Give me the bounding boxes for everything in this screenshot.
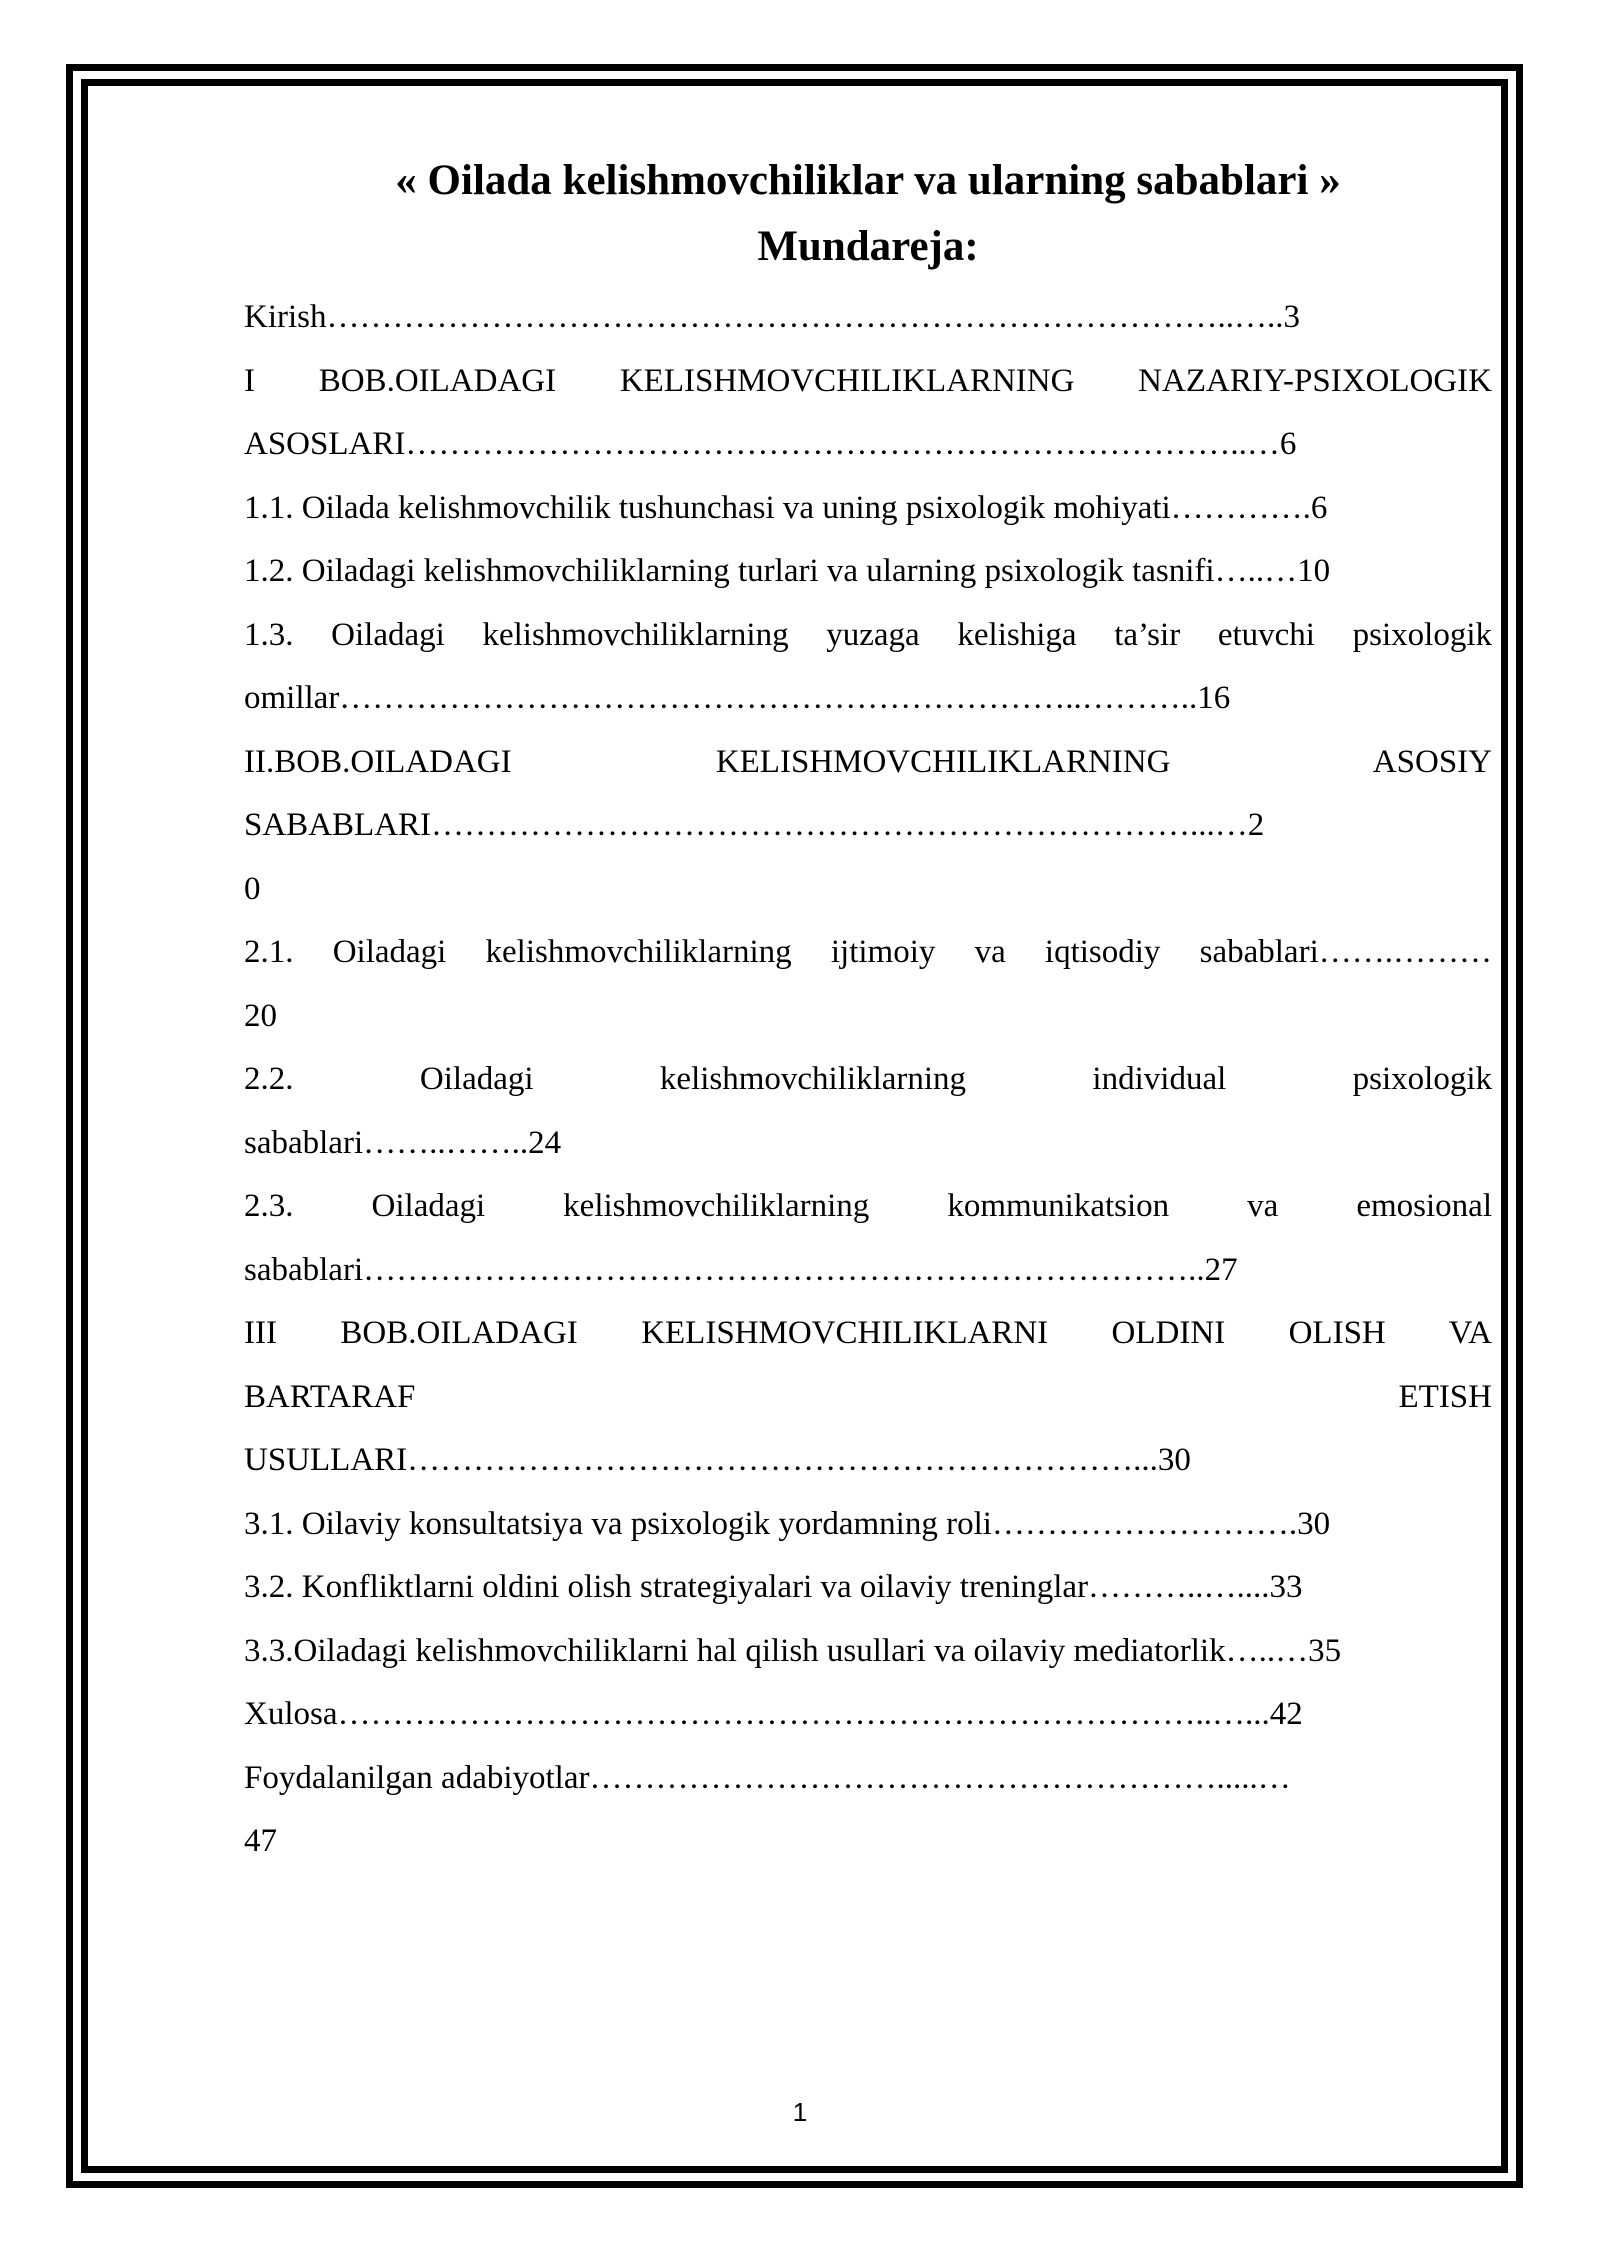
toc-line: 3.1. Oilaviy konsultatsiya va psixologik yordamning roli……………………….30 xyxy=(244,1505,1331,1542)
toc-line: 2.3. Oiladagi kelishmovchiliklarning kommunikatsion va emosional xyxy=(244,1188,1492,1224)
toc-line: 2.1. Oiladagi kelishmovchiliklarning ijtimoiy va iqtisodiy sabablari…….……… xyxy=(244,934,1492,970)
toc-line: II.BOB.OILADAGI KELISHMOVCHILIKLARNING ASOSIY xyxy=(244,743,1492,780)
toc-line: Kirish………………………………………………………………………..…..3 xyxy=(244,299,1300,335)
toc-line: 1.2. Oiladagi kelishmovchiliklarning turlari va ularning psixologik tasnifi…..…10 xyxy=(244,553,1331,589)
toc-line: 47 xyxy=(244,1823,277,1859)
document-title: « Oilada kelishmovchiliklar va ularning sabablari » xyxy=(395,157,1341,204)
toc-line: sabablari…………………………………………………………………..27 xyxy=(244,1251,1238,1288)
document-body xyxy=(244,148,1492,1874)
toc-line: omillar…………………………………………………………..………..16 xyxy=(244,680,1231,716)
toc-line: 2.2. Oiladagi kelishmovchiliklarning individual psixologik xyxy=(244,1061,1492,1097)
toc-line: BARTARAF ETISH xyxy=(244,1378,1492,1415)
contents-heading: Mundareja: xyxy=(757,223,979,270)
toc-line: USULLARI…………………………………………………………...30 xyxy=(244,1442,1191,1478)
table-of-contents xyxy=(244,286,1492,1874)
toc-line: SABABLARI……………………………………………………………...…2 xyxy=(244,807,1265,843)
toc-line: 1.3. Oiladagi kelishmovchiliklarning yuzaga kelishiga ta’sir etuvchi psixologik xyxy=(244,616,1492,653)
toc-line: 0 xyxy=(244,870,261,907)
toc-line: 3.2. Konfliktlarni oldini olish strategiyalari va oilaviy treninglar………..…....33 xyxy=(244,1569,1303,1605)
toc-line: 1.1. Oilada kelishmovchilik tushunchasi va uning psixologik mohiyati………….6 xyxy=(244,489,1328,526)
toc-line: 20 xyxy=(244,997,277,1034)
toc-line: 3.3.Oiladagi kelishmovchiliklarni hal qilish usullari va oilaviy mediatorlik…..…35 xyxy=(244,1632,1342,1669)
toc-line: III BOB.OILADAGI KELISHMOVCHILIKLARNI OLDINI OLISH VA xyxy=(244,1315,1492,1351)
toc-line: Foydalanilgan adabiyotlar………………………………………………….....… xyxy=(244,1759,1291,1796)
toc-line: ASOSLARI…………………………………………………………………..…6 xyxy=(244,426,1297,462)
page-number: 1 xyxy=(792,2097,808,2127)
toc-line: sabablari……..……..24 xyxy=(244,1124,562,1161)
toc-line: Xulosa……………………………………………………………………..…...42 xyxy=(244,1696,1303,1732)
toc-line: I BOB.OILADAGI KELISHMOVCHILIKLARNING NAZARIY-PSIXOLOGIK xyxy=(244,362,1492,399)
